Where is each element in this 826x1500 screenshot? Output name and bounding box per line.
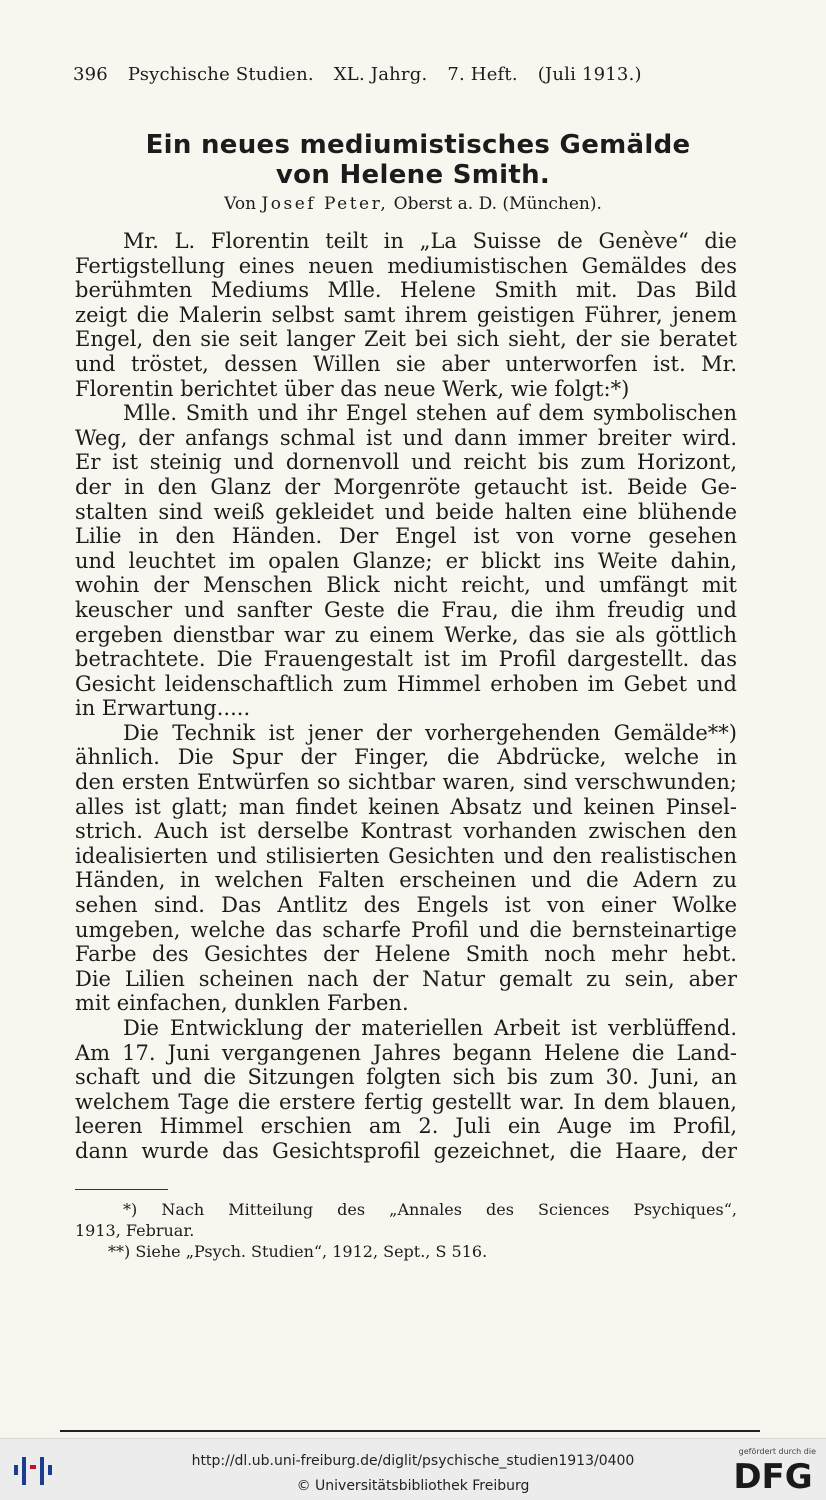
body-line: Die Technik ist jener der vorhergehenden Gemälde**) [123, 720, 737, 745]
body-line: Florentin berichtet über das neue Werk, wie folgt:*) [75, 376, 630, 401]
page-bottom-rule [60, 1430, 760, 1432]
body-line: Farbe des Gesichtes der Helene Smith noch mehr hebt. [75, 942, 737, 967]
body-line: strich. Auch ist derselbe Kontrast vorhanden zwischen den [75, 819, 737, 844]
body-line: welchem Tage die erstere fertig gestellt war. In dem blauen, [75, 1089, 737, 1114]
body-line: idealisierten und stilisierten Gesichten und den realistischen [75, 843, 737, 868]
article-byline [0, 194, 826, 214]
body-line: den ersten Entwürfen so sichtbar waren, sind verschwunden; [75, 770, 737, 795]
body-line: leeren Himmel erschien am 2. Juli ein Auge im Profil, [75, 1114, 737, 1139]
journal-title: Psychische Studien. [127, 64, 314, 85]
viewer-footer [0, 1438, 826, 1500]
footnotes [75, 1199, 737, 1262]
body-line: stalten sind weiß gekleidet und beide halten eine blühende [75, 499, 737, 524]
body-line: sehen sind. Das Antlitz des Engels ist von einer Wolke [75, 893, 737, 918]
article-body [75, 229, 737, 1164]
byline-prefix: Von [224, 194, 257, 214]
body-line: Gesicht leidenschaftlich zum Himmel erhoben im Gebet und [75, 671, 737, 696]
body-line: Engel, den sie seit langer Zeit bei sich sieht, der sie beratet [75, 327, 737, 352]
body-line: keuscher und sanfter Geste die Frau, die ihm freudig und [75, 597, 737, 622]
journal-volume: XL. Jahrg. [333, 64, 428, 85]
footnote-2: **) Siehe „Psych. Studien“, 1912, Sept., S 516. [108, 1242, 488, 1261]
body-line: berühmten Mediums Mlle. Helene Smith mit. Das Bild [75, 278, 737, 303]
body-line: Lilie in den Händen. Der Engel ist von vorne gesehen [75, 524, 737, 549]
body-line: der in den Glanz der Morgenröte getaucht ist. Beide Ge- [75, 474, 737, 499]
body-line: Weg, der anfangs schmal ist und dann immer breiter wird. [75, 425, 737, 450]
body-line: und leuchtet im opalen Glanze; er blickt ins Weite dahin, [75, 548, 737, 573]
author-name: Josef Peter, [261, 194, 389, 214]
body-line: Fertigstellung eines neuen mediumistischen Gemäldes des [75, 253, 737, 278]
body-line: alles ist glatt; man findet keinen Absatz und keinen Pinsel- [75, 794, 737, 819]
dfg-tagline: gefördert durch die [738, 1447, 816, 1456]
body-line: Die Lilien scheinen nach der Natur gemalt zu sein, aber [75, 966, 737, 991]
body-line: in Erwartung..... [75, 696, 251, 721]
footnote-divider [75, 1189, 168, 1190]
running-header [73, 64, 673, 85]
body-line: betrachtete. Die Frauengestalt ist im Profil dargestellt. das [75, 647, 737, 672]
journal-date: (Juli 1913.) [537, 64, 642, 85]
body-line: wohin der Menschen Blick nicht reicht, und umfängt mit [75, 573, 737, 598]
body-line: ähnlich. Die Spur der Finger, die Abdrücke, welche in [75, 745, 737, 770]
dfg-logo-icon [730, 1457, 816, 1493]
body-line: zeigt die Malerin selbst samt ihrem geistigen Führer, jenem [75, 302, 737, 327]
permalink-url[interactable]: http://dl.ub.uni-freiburg.de/diglit/psychische_studien1913/0400 [191, 1453, 635, 1469]
article-title-line2: von Helene Smith. [275, 160, 551, 190]
body-line: ergeben dienstbar war zu einem Werke, das sie als göttlich [75, 622, 737, 647]
dfg-logo-text: DFG [733, 1457, 813, 1493]
body-line: Händen, in welchen Falten erscheinen und die Adern zu [75, 868, 737, 893]
journal-issue: 7. Heft. [447, 64, 518, 85]
footnote-1-line1: *) Nach Mitteilung des „Annales des Sciences Psychiques“, [123, 1200, 737, 1219]
body-line: schaft und die Sitzungen folgten sich bis zum 30. Juni, an [75, 1065, 737, 1090]
copyright-notice: © Universitätsbibliothek Freiburg [296, 1478, 530, 1494]
footnote-1-line2: 1913, Februar. [75, 1221, 195, 1240]
body-line: Mr. L. Florentin teilt in „La Suisse de Genève“ die [123, 229, 737, 253]
byline-suffix: Oberst a. D. (München). [393, 194, 602, 214]
body-line: Mlle. Smith und ihr Engel stehen auf dem symbolischen [123, 401, 737, 426]
body-line: und tröstet, dessen Willen sie aber unterworfen ist. Mr. [75, 351, 737, 376]
body-line: umgeben, welche das scharfe Profil und die bernsteinartige [75, 917, 737, 942]
body-line: mit einfachen, dunklen Farben. [75, 991, 409, 1016]
article-title-line1: Ein neues mediumistisches Gemälde [145, 130, 691, 160]
body-line: Die Entwicklung der materiellen Arbeit ist verblüffend. [123, 1016, 737, 1040]
body-line: dann wurde das Gesichtsprofil gezeichnet, die Haare, der [75, 1138, 737, 1163]
body-line: Er ist steinig und dornenvoll und reicht bis zum Horizont, [75, 450, 737, 475]
body-line: Am 17. Juni vergangenen Jahres begann Helene die Land- [75, 1040, 737, 1065]
page-number: 396 [73, 64, 108, 85]
